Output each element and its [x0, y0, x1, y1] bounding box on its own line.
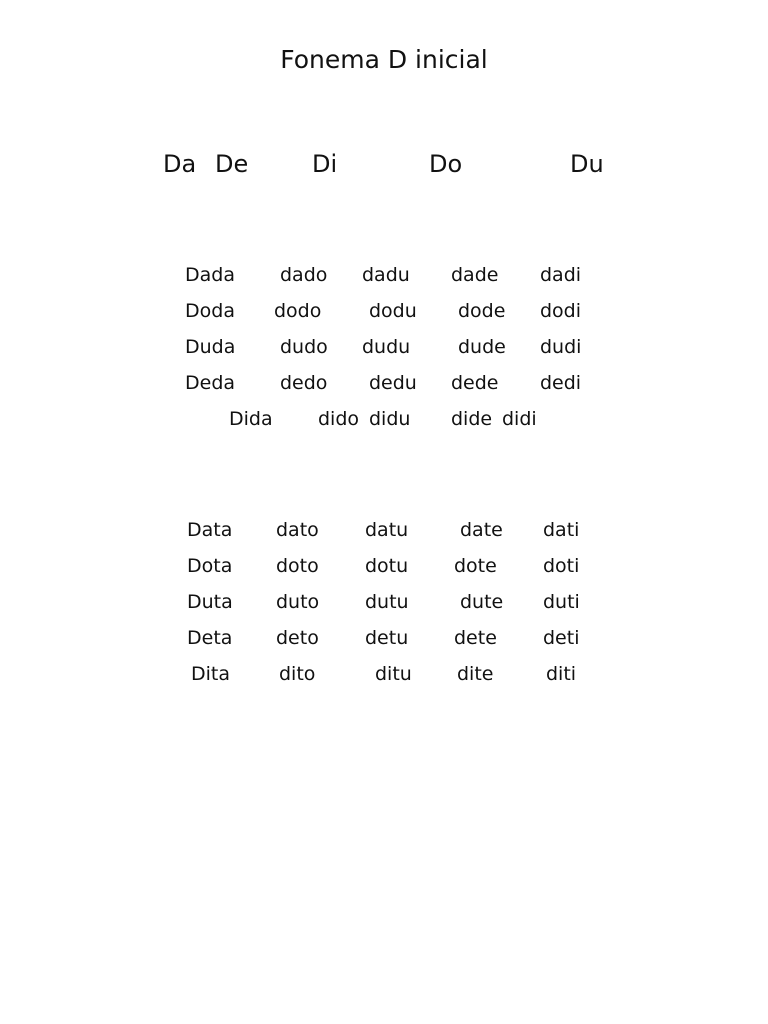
- word: dide: [451, 408, 493, 430]
- word: dati: [543, 519, 580, 541]
- word: dute: [460, 591, 504, 613]
- word: datu: [365, 519, 409, 541]
- word: date: [460, 519, 503, 541]
- word: dedi: [540, 372, 582, 394]
- word: Dita: [191, 663, 231, 685]
- word: dadi: [540, 264, 582, 286]
- word: dode: [458, 300, 506, 322]
- syllable-do: Do: [429, 150, 463, 178]
- word: doto: [276, 555, 319, 577]
- word: dato: [276, 519, 319, 541]
- word: Dida: [229, 408, 273, 430]
- word: Data: [187, 519, 233, 541]
- word: dadu: [362, 264, 410, 286]
- word: dado: [280, 264, 328, 286]
- word: dede: [451, 372, 499, 394]
- word: didu: [369, 408, 411, 430]
- syllable-de: De: [215, 150, 249, 178]
- word: dudi: [540, 336, 582, 358]
- word-row: [0, 553, 768, 589]
- word: dedo: [280, 372, 328, 394]
- word-row: [0, 625, 768, 661]
- word: Dada: [185, 264, 235, 286]
- word: dude: [458, 336, 506, 358]
- word: dido: [318, 408, 360, 430]
- word: dutu: [365, 591, 409, 613]
- word: dudu: [362, 336, 411, 358]
- word: Deda: [185, 372, 236, 394]
- word: diti: [546, 663, 577, 685]
- word-row: [0, 589, 768, 625]
- word: dote: [454, 555, 497, 577]
- word: Deta: [187, 627, 233, 649]
- word-row: [0, 262, 768, 298]
- word: deti: [543, 627, 580, 649]
- page-title: Fonema D inicial: [280, 45, 488, 74]
- word-row: [0, 661, 768, 697]
- word: dite: [457, 663, 494, 685]
- word-row: [0, 370, 768, 406]
- word-block-1: [0, 262, 768, 442]
- word: dade: [451, 264, 499, 286]
- word: Doda: [185, 300, 235, 322]
- word: doti: [543, 555, 580, 577]
- word: duti: [543, 591, 580, 613]
- word-block-2: [0, 517, 768, 697]
- word-row: [0, 334, 768, 370]
- word-row: [0, 298, 768, 334]
- word: duto: [276, 591, 320, 613]
- word-row: [0, 517, 768, 553]
- word: Dota: [187, 555, 233, 577]
- syllable-di: Di: [312, 150, 338, 178]
- word: dete: [454, 627, 497, 649]
- word: deto: [276, 627, 319, 649]
- word: dudo: [280, 336, 328, 358]
- word: dodo: [274, 300, 322, 322]
- word: dedu: [369, 372, 417, 394]
- word: didi: [502, 408, 537, 430]
- word: detu: [365, 627, 409, 649]
- word: dodu: [369, 300, 417, 322]
- syllable-du: Du: [570, 150, 604, 178]
- word: dodi: [540, 300, 582, 322]
- word: dotu: [365, 555, 409, 577]
- word: Duda: [185, 336, 236, 358]
- syllable-da: Da: [163, 150, 197, 178]
- word: ditu: [375, 663, 412, 685]
- word: dito: [279, 663, 316, 685]
- word-row: [0, 406, 768, 442]
- word: Duta: [187, 591, 233, 613]
